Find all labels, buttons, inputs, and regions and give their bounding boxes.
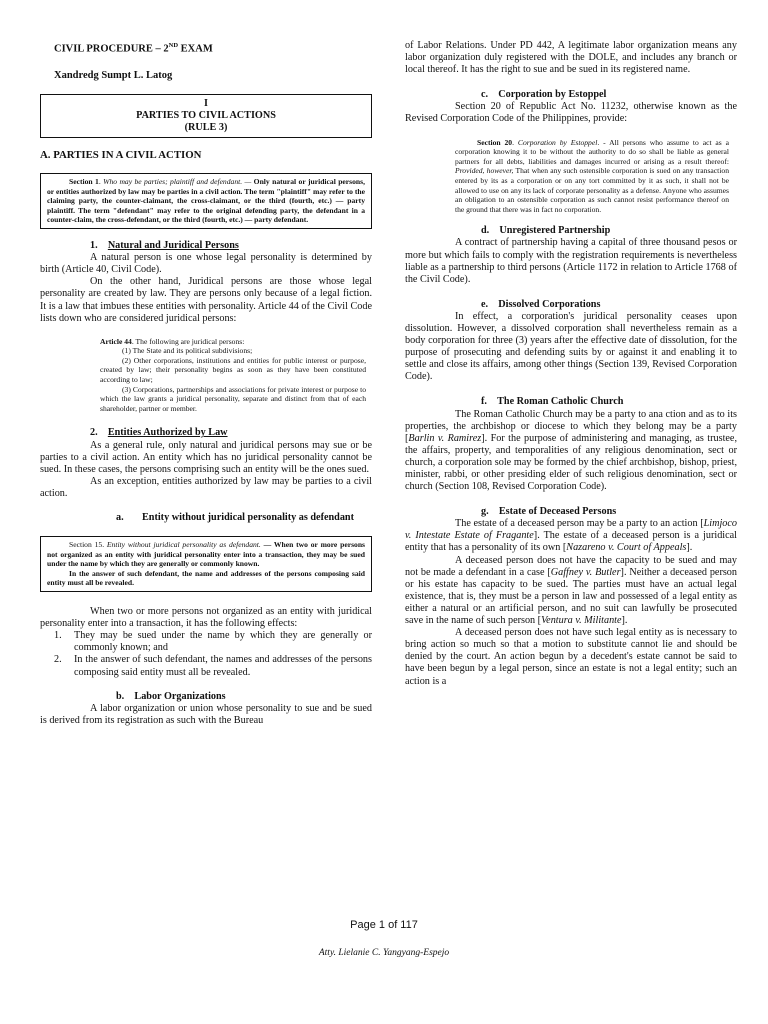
page-number: Page 1 of 117 bbox=[350, 919, 418, 931]
list-item: 2. In the answer of such defendant, the names and addresses of the persons composing said entity must all be revealed. bbox=[54, 654, 372, 678]
heading-dissolved-corporations: e. Dissolved Corporations bbox=[481, 298, 601, 310]
para-labor-organization: A labor organization or union whose personality to sue and be sued is derived from its registration as such with the Bureau bbox=[40, 702, 372, 726]
para-roman-catholic: The Roman Catholic Church may be a party to ana ction and as to its properties, the archbishop or diocese to which they belong may be a party [Barlin v. Ramirez]. For the purpose of administering and managing, as trustee, the affairs, property, and temporalities of any religious denomination, sect or church, a corporation sole may be formed by the chief archbishop, bishop, priest, minister, rabbi, or other presiding elder of such religious denomination, sect or church (Section 108, Revised Corporation Code). bbox=[405, 408, 737, 493]
para-partnership: A contract of partnership having a capital of three thousand pesos or more but which fails to comply with the registration requirements is nevertheless liable as a partnership to third persons (Article 1172 in relation to Article 1768 of the Civil Code). bbox=[405, 237, 737, 285]
section-15-quote: Section 15. Entity without juridical personality as defendant. — When two or more persons not organized as an entity with juridical personality enter into a transaction, they may be sued under the name by which they are generally or commonly known. In the answer of such defendant, the name and addresses of the persons composing said entity must all be revealed. bbox=[40, 536, 372, 592]
chapter-numeral: I bbox=[204, 97, 208, 109]
section-heading-a: A. PARTIES IN A CIVIL ACTION bbox=[40, 148, 202, 161]
list-item: 1. They may be sued under the name by which they are generally or commonly known; and bbox=[54, 630, 372, 654]
effects-list bbox=[44, 630, 372, 678]
para-dissolved: In effect, a corporation's juridical personality ceases upon dissolution. However, a dissolved corporation shall nevertheless remain as a body corporation for three (3) years after the effective date of dissolution, for the purpose of prosecuting and defending suits by or against it and enabling it to settle and close its affairs, among other things (Section 139, Revised Corporation Code). bbox=[405, 310, 737, 383]
heading-deceased-persons: g. Estate of Deceased Persons bbox=[481, 506, 617, 518]
footer-author: Atty. Lielanie C. Yangyang-Espejo bbox=[318, 948, 450, 958]
heading-entity-without-personality: a. Entity without juridical personality as defendant bbox=[116, 512, 354, 523]
heading-corporation-estoppel: c. Corporation by Estoppel bbox=[481, 89, 607, 101]
para-bureau-labor: of Labor Relations. Under PD 442, A legitimate labor organization means any labor organization duly registered with the DOLE, and includes any branch or local thereof. It has the right to sue and be sued in its registered name. bbox=[405, 40, 737, 76]
para-natural-person: A natural person is one whose legal personality is determined by birth (Article 40, Civil Code). bbox=[40, 252, 372, 276]
para-exception: As an exception, entities authorized by law may be parties to a civil action. bbox=[40, 475, 372, 499]
heading-entities-authorized: 2. Entities Authorized by Law bbox=[90, 427, 228, 439]
para-deceased-capacity: A deceased person does not have the capacity to be sued and may not be made a defendant in a case [Gaffney v. Butler]. Neither a deceased person or his estate has capacity to be sued. The parties must have an actual legal existence, that is, they must be a person in law and possessed of a legal entity as either a natural or an artificial person, and no suit can lawfully be prosecuted save in the name of such person [Ventura v. Militante]. bbox=[405, 554, 737, 627]
chapter-rule: (RULE 3) bbox=[184, 121, 228, 133]
para-section-20-intro: Section 20 of Republic Act No. 11232, otherwise known as the Revised Corporation Code of the Philippines, provide: bbox=[405, 101, 737, 125]
heading-unregistered-partnership: d. Unregistered Partnership bbox=[481, 225, 611, 237]
section-20-quote: Section 20. Corporation by Estoppel. - All persons who assume to act as a corporation knowing it to be without the authority to do so shall be liable as general partners for all debts, liabilities and damages incurred or arising as a result thereof: Provided, however, That when any such ostensible corporation is sued on any transaction entered by its as a corporation or on any tort committed by it as such, it shall not be allowed to use on any its lack of corporate personality as a defense. Anyone who assumes an obligation to an ostensible corporation as such cannot resist performance thereof on the ground that there was in fact no corporation. bbox=[455, 137, 730, 214]
chapter-title-box bbox=[40, 94, 372, 138]
course-title: CIVIL PROCEDURE – 2ND EXAM bbox=[54, 42, 213, 55]
section-1-quote: Section 1. Who may be parties; plaintiff and defendant. — Only natural or juridical persons, or entities authorized by law may be parties in a civil action. The term "plaintiff" may refer to the claiming party, the counter-claimant, the cross-claimant, or the third (fourth, etc.) — party plaintiff. The term "defendant" may refer to the original defending party, the defendant in a counter-claim, the cross-defendant, or the third (fourth, etc.) — party defendant. bbox=[40, 173, 372, 229]
heading-labor-organizations: b. Labor Organizations bbox=[116, 690, 226, 702]
para-two-or-more-persons: When two or more persons not organized as an entity with juridical personality enter into a transaction, it has the following effects: bbox=[40, 606, 372, 630]
para-general-rule: As a general rule, only natural and juridical persons may sue or be parties to a civil action. An entity which has no juridical personality cannot be sued. In these cases, the persons comprising such an entity will be the ones sued. bbox=[40, 439, 372, 475]
heading-natural-juridical: 1. Natural and Juridical Persons bbox=[90, 240, 239, 252]
left-column bbox=[40, 40, 372, 727]
article-44-quote: Article 44. The following are juridical persons: (1) The State and its political subdivisions; (2) Other corporations, institutions and entities for public interest or purpose, created by law; their personality begins as soon as they have been constituted according to law; (3) Corporations, partnerships and associations for private interest or purpose to which the law grants a juridical personality, separate and distinct from that of each shareholder, partner or member. bbox=[100, 336, 366, 413]
author-name: Xandredg Sumpt L. Latog bbox=[54, 69, 173, 81]
right-column bbox=[405, 40, 737, 688]
heading-roman-catholic: f. The Roman Catholic Church bbox=[481, 396, 624, 408]
chapter-title: PARTIES TO CIVIL ACTIONS bbox=[136, 109, 276, 121]
para-legal-entity: A deceased person does not have such legal entity as is necessary to bring action so much so that a motion to substitute cannot lie and should be denied by the court. An action begun by a decedent's estate cannot be said to have been begun by a legal person, since an estate is not a legal entity; such an action is a bbox=[405, 627, 737, 687]
para-estate-party: The estate of a deceased person may be a party to an action [Limjoco v. Intestate Estate of Fragante]. The estate of a deceased person is a juridical entity that has a personality of its own [Nazareno v. Court of Appeals]. bbox=[405, 518, 737, 554]
para-juridical-persons: On the other hand, Juridical persons are those whose legal personality are created by law. They are persons only because of a legal fiction. It is a law that imbues these entities with personality. Article 44 of the Civil Code lists down who are considered juridical persons: bbox=[40, 276, 372, 324]
